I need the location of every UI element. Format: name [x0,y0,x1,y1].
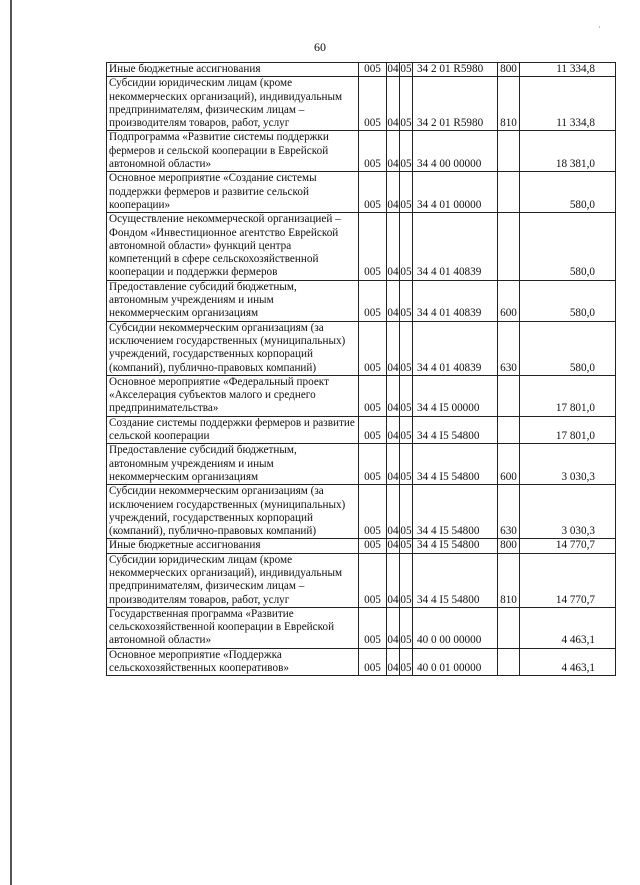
table-row [107,375,616,416]
expense-type: 630 [498,321,520,375]
admin-code: 005 [359,321,387,375]
table-row [107,63,616,77]
amount: 11 334,8 [520,63,616,77]
target-article: 34 4 I5 00000 [413,375,498,416]
target-article: 34 2 01 R5980 [413,63,498,77]
target-article: 34 4 00 00000 [413,131,498,172]
table-row [107,280,616,321]
section-code: 04 [387,539,399,552]
table-row [107,416,616,444]
table-row [107,172,616,213]
amount: 580,0 [520,280,616,321]
expense-type: 600 [498,280,520,321]
section-code: 04 [387,648,400,676]
table-row [107,77,616,131]
amount: 17 801,0 [520,416,616,444]
section-code: 04 [387,213,400,280]
subsection-code: 05 [400,63,412,75]
section-code: 04 [387,485,400,539]
admin-code: 005 [359,648,387,676]
subsection-code: 05 [400,553,413,607]
section-code: 04 [387,321,400,375]
row-name: Создание системы поддержки фермеров и развитие сельской кооперации [107,416,359,444]
row-name: Осуществление некоммерческой организацией – Фондом «Инвестиционное агентство Еврейской автономной области» функций центра компетенций в сфере сельскохозяйственной кооперации и поддержки фермеров [107,213,359,280]
subsection-code: 05 [400,444,413,485]
expense-type [498,131,520,172]
amount: 4 463,1 [520,607,616,648]
amount: 3 030,3 [520,485,616,539]
target-article: 34 4 I5 54800 [413,444,498,485]
expense-type [498,416,520,444]
row-name: Государственная программа «Развитие сельскохозяйственной кооперации в Еврейской автономной области» [107,607,359,648]
table-row [107,131,616,172]
amount: 4 463,1 [520,648,616,676]
expense-type: 600 [498,444,520,485]
amount: 14 770,7 [520,553,616,607]
table-row [107,321,616,375]
amount: 11 334,8 [520,77,616,131]
target-article: 34 4 I5 54800 [413,485,498,539]
target-article: 40 0 01 00000 [413,648,498,676]
row-name: Иные бюджетные ассигнования [107,539,359,553]
target-article: 34 2 01 R5980 [413,77,498,131]
admin-code: 005 [359,63,387,77]
amount: 3 030,3 [520,444,616,485]
subsection-code: 05 [400,416,413,444]
row-name: Субсидии юридическим лицам (кроме некоммерческих организаций), индивидуальным предпринимателям, физическим лицам – производителям товаров, работ, услуг [107,553,359,607]
section-code: 04 [387,131,400,172]
row-name: Основное мероприятие «Создание системы поддержки фермеров и развитие сельской кооперации» [107,172,359,213]
subsection-code: 05 [400,375,413,416]
expense-type [498,375,520,416]
section-code: 04 [387,375,400,416]
target-article: 34 4 01 40839 [413,280,498,321]
amount: 17 801,0 [520,375,616,416]
subsection-code: 05 [400,172,413,213]
row-name: Субсидии некоммерческим организациям (за исключением государственных (муниципальных) учреждений, государственных корпораций (компаний), публично-правовых компаний) [107,321,359,375]
subsection-code: 05 [400,648,413,676]
expense-type [498,648,520,676]
section-code: 04 [387,416,400,444]
section-code: 04 [387,63,399,75]
admin-code: 005 [359,553,387,607]
admin-code: 005 [359,375,387,416]
amount: 14 770,7 [520,539,616,553]
expense-type: 800 [498,63,520,77]
admin-code: 005 [359,607,387,648]
target-article: 34 4 I5 54800 [413,539,498,553]
scan-mark: · [598,22,601,32]
page-number: 60 [314,40,326,54]
target-article: 34 4 01 00000 [413,172,498,213]
expense-type: 800 [498,539,520,553]
left-margin-line [10,0,12,885]
expense-type: 810 [498,77,520,131]
section-code: 04 [387,77,400,131]
admin-code: 005 [359,172,387,213]
expense-type [498,213,520,280]
row-name: Основное мероприятие «Поддержка сельскохозяйственных кооперативов» [107,648,359,676]
admin-code: 005 [359,131,387,172]
target-article: 34 4 01 40839 [413,321,498,375]
target-article: 34 4 01 40839 [413,213,498,280]
row-name: Предоставление субсидий бюджетным, автономным учреждениям и иным некоммерческим организациям [107,280,359,321]
expense-type [498,172,520,213]
table-row [107,648,616,676]
table-row [107,485,616,539]
target-article: 34 4 I5 54800 [413,553,498,607]
budget-table [106,62,616,676]
row-name: Субсидии некоммерческим организациям (за исключением государственных (муниципальных) учреждений, государственных корпораций (компаний), публично-правовых компаний) [107,485,359,539]
target-article: 40 0 00 00000 [413,607,498,648]
admin-code: 005 [359,213,387,280]
admin-code: 005 [359,280,387,321]
section-code: 04 [387,607,400,648]
admin-code: 005 [359,444,387,485]
subsection-code: 05 [400,77,413,131]
subsection-code: 05 [400,213,413,280]
row-name: Субсидии юридическим лицам (кроме некоммерческих организаций), индивидуальным предпринимателям, физическим лицам – производителям товаров, работ, услуг [107,77,359,131]
table-row [107,539,616,553]
table-row [107,213,616,280]
section-code: 04 [387,280,400,321]
table-row [107,607,616,648]
table-row [107,553,616,607]
amount: 580,0 [520,213,616,280]
row-name: Подпрограмма «Развитие системы поддержки фермеров и сельской кооперации в Еврейской автономной области» [107,131,359,172]
subsection-code: 05 [400,607,413,648]
section-code: 04 [387,553,400,607]
subsection-code: 05 [400,321,413,375]
target-article: 34 4 I5 54800 [413,416,498,444]
row-name: Основное мероприятие «Федеральный проект «Акселерация субъектов малого и среднего предпринимательства» [107,375,359,416]
section-code: 04 [387,444,400,485]
amount: 580,0 [520,321,616,375]
admin-code: 005 [359,539,387,553]
row-name: Иные бюджетные ассигнования [107,63,359,77]
table-row [107,444,616,485]
admin-code: 005 [359,485,387,539]
subsection-code: 05 [400,280,413,321]
expense-type: 810 [498,553,520,607]
subsection-code: 05 [400,539,412,552]
expense-type: 630 [498,485,520,539]
subsection-code: 05 [400,485,413,539]
admin-code: 005 [359,416,387,444]
row-name: Предоставление субсидий бюджетным, автономным учреждениям и иным некоммерческим организациям [107,444,359,485]
expense-type [498,607,520,648]
subsection-code: 05 [400,131,413,172]
admin-code: 005 [359,77,387,131]
amount: 18 381,0 [520,131,616,172]
amount: 580,0 [520,172,616,213]
section-code: 04 [387,172,400,213]
